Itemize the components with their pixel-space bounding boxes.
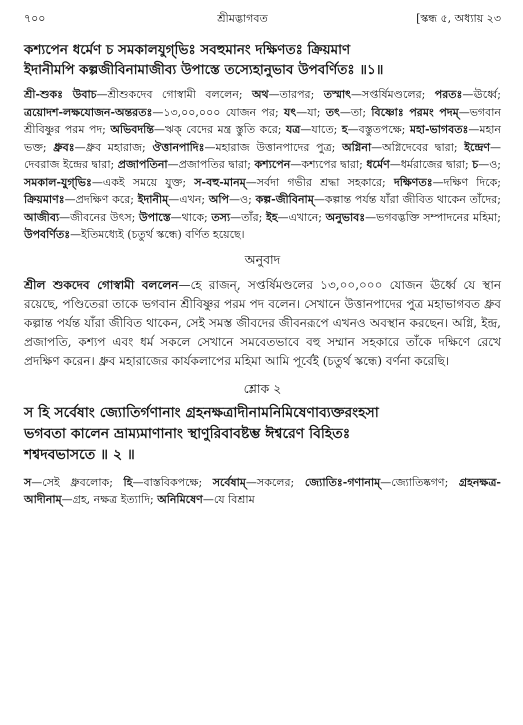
- wfw-meaning: —তারপর;: [268, 88, 324, 101]
- wfw-word: পরতঃ: [434, 88, 463, 101]
- wfw-word: অগ্নিনা: [342, 140, 372, 154]
- wfw-meaning: —থাকে;: [170, 210, 212, 224]
- wfw-word: তস্মাৎ: [323, 88, 352, 101]
- wfw-meaning: —যা;: [296, 105, 326, 119]
- verse-1-line-1: কশ্যপেন ধর্মেণ চ সমকালযুগ্‌ভিঃ সবহুমানং দক্ষিণতঃ ক্রিয়মাণ: [24, 42, 351, 58]
- wfw-word: অনুভাবঃ: [325, 210, 366, 224]
- wfw-meaning: —তাঁর;: [230, 210, 267, 224]
- sloka-title: শ্লোক ২: [243, 380, 282, 396]
- page-number: ৭০০: [24, 12, 46, 25]
- wfw-meaning: —ধর্মরাজের দ্বারা;: [389, 158, 473, 171]
- wfw-word: ইদানীম্: [137, 193, 169, 206]
- wfw-meaning: —মহারাজ উত্তানপাদের পুত্র;: [204, 140, 343, 154]
- wfw-meaning: —প্রজাপতির দ্বারা;: [167, 158, 255, 171]
- wfw-meaning: —সপ্তর্ষিমণ্ডলের;: [351, 88, 435, 101]
- wfw-meaning: —ভগবদ্ভক্তি সম্পাদনের মহিমা;: [365, 210, 501, 224]
- wfw-word: অথ: [251, 88, 269, 101]
- wfw-meaning: —সকলের;: [245, 475, 305, 489]
- wfw-word: বিষ্ণোঃ পরমং পদম্: [371, 105, 459, 119]
- wfw-meaning: —বস্তুতপক্ষে;: [347, 123, 410, 136]
- wfw-word: আজীব্য: [24, 210, 60, 224]
- wfw-meaning: —ইতিমধ্যেই (চতুর্থ স্কন্ধে) বর্ণিত হয়েছে।: [70, 228, 245, 241]
- wfw-word: তৎ: [325, 105, 340, 119]
- section-label: [স্কন্ধ ৫, অধ্যায় ২৩: [416, 12, 501, 25]
- wfw-word: ত্রয়োদশ-লক্ষযোজন-অন্তরতঃ: [24, 105, 153, 119]
- wfw-word: ইন্দ্রেণ: [464, 140, 490, 154]
- wfw-word: ঔত্তানপাদিঃ: [152, 140, 205, 154]
- wfw-meaning: —জ্যোতিষ্কগণ;: [380, 475, 459, 489]
- wfw-word: যৎ: [283, 105, 297, 119]
- translation: [24, 276, 501, 371]
- wfw-word: উপাস্তে: [139, 210, 171, 224]
- wfw-word: তস্য: [211, 210, 231, 224]
- wfw-word: স-বহু-মানম্: [194, 175, 246, 189]
- wfw-meaning: —সর্বদা গভীর শ্রদ্ধা সহকারে;: [245, 175, 394, 189]
- wfw-meaning: —কশ্যপের দ্বারা;: [290, 158, 367, 171]
- wfw-meaning: —কল্পান্ত পর্যন্ত যাঁরা জীবিত থাকেন তাঁদের;: [313, 193, 501, 206]
- verse-2-line-2: ভগবতা কালেন ভ্রাম্যমাণানাং স্থাণুরিবাবষ্টম্ভ ঈশ্বরেণ বিহিতঃ: [24, 425, 351, 442]
- page-header: [24, 10, 501, 34]
- verse-1-line-2: ইদানীমপি কল্পজীবিনামাজীব্য উপাস্তে তস্যেহানুভাব উপবর্ণিতঃ ॥১॥: [24, 62, 384, 78]
- wfw-word: মহা-ভাগবতঃ: [409, 123, 469, 136]
- wfw-word: কল্প-জীবিনাম্: [255, 193, 314, 206]
- wfw-meaning: —ও;: [229, 193, 256, 206]
- wfw-meaning: —শ্রীশুকদেব গোস্বামী বললেন;: [96, 88, 252, 101]
- wfw-word: অপি: [208, 193, 230, 206]
- wfw-word: ধর্মেণ: [366, 158, 390, 171]
- wfw-meaning: —দেবরাজ ইন্দ্রের দ্বারা;: [24, 140, 501, 171]
- wfw-meaning: —দক্ষিণ দিকে;: [432, 175, 502, 189]
- wfw-word: প্রজাপতিনা: [117, 158, 168, 171]
- wfw-meaning: —এখন;: [168, 193, 209, 206]
- translation-title: অনুবাদ: [244, 251, 281, 267]
- wfw-meaning: —মহান ভক্ত;: [24, 123, 502, 154]
- word-for-word-2: [24, 474, 501, 509]
- wfw-word: ক্রিয়মাণঃ: [24, 193, 65, 206]
- wfw-word: গ্রহনক্ষত্র-আদীনাম্: [24, 475, 501, 506]
- verse-2: [24, 403, 501, 466]
- book-title: শ্রীমদ্ভাগবত: [217, 12, 268, 25]
- wfw-meaning: —এখানে;: [277, 210, 326, 224]
- wfw-meaning: —১৩,০০,০০০ যোজন পর;: [152, 105, 284, 119]
- wfw-meaning: —একই সময়ে যুক্ত;: [91, 175, 195, 189]
- wfw-word: যত্র: [285, 123, 301, 136]
- wfw-meaning: —ঊর্ধ্বে;: [462, 88, 501, 101]
- wfw-meaning: —তা;: [339, 105, 372, 119]
- wfw-word: স: [24, 475, 32, 489]
- wfw-meaning: —বাস্তবিকপক্ষে;: [132, 475, 213, 489]
- wfw-meaning: —ও;: [478, 158, 502, 171]
- wfw-word: সমকাল-যুগ্‌ভিঃ: [24, 175, 92, 189]
- wfw-word: সর্বেষাম্: [212, 475, 246, 489]
- wfw-word: জ্যোতিঃ-গণানাম্: [304, 475, 381, 489]
- wfw-word: চ: [472, 158, 479, 171]
- wfw-word: দক্ষিণতঃ: [393, 175, 433, 189]
- wfw-meaning: —জীবনের উৎস;: [59, 210, 140, 224]
- wfw-meaning: —সেই ধ্রুবলোক;: [31, 475, 124, 489]
- verse-1: [24, 40, 501, 80]
- wfw-meaning: —ধ্রুব মহারাজ;: [74, 140, 153, 154]
- wfw-meaning: —প্রদক্ষিণ করে;: [64, 193, 138, 206]
- wfw-meaning: —অগ্নিদেবের দ্বারা;: [371, 140, 465, 154]
- wfw-word: উপবর্ণিতঃ: [24, 228, 71, 241]
- translation-lead: শ্রীল শুকদেব গোস্বামী বললেন: [24, 277, 179, 292]
- wfw-word: কশ্যপেন: [254, 158, 291, 171]
- wfw-meaning: —গ্রহ, নক্ষত্র ইত্যাদি;: [61, 493, 158, 506]
- wfw-word: ধ্রুবঃ: [53, 140, 75, 154]
- translation-body: —হে রাজন্, সপ্তর্ষিমণ্ডলের ১৩,০০,০০০ যোজন ঊর্ধ্বে যে স্থান রয়েছে, পণ্ডিতেরা তাকে ভগবান শ্রীবিষ্ণুর পরম পদ বলেন। সেখানে উত্তানপাদের পুত্র মহাভাগবত ধ্রুব কল্পান্ত পর্যন্ত যাঁরা জীবিত থাকেন, সেই সমস্ত জীবদের জীবনরূপে এখনও অবস্থান করছেন। অগ্নি, ইন্দ্র, প্রজাপতি, কশ্যপ এবং ধর্ম সকলে সেখানে সমবেতভাবে বহু সম্মান সহকারে তাঁকে দক্ষিণে রেখে প্রদক্ষিণ করেন। ধ্রুব মহারাজের কার্যকলাপের মহিমা আমি পূর্বেই (চতুর্থ স্কন্ধে) বর্ণনা করেছি।: [24, 277, 501, 368]
- word-for-word-1: [24, 86, 501, 244]
- wfw-word: ইহ: [266, 210, 278, 224]
- wfw-meaning: —ঋক্ বেদের মন্ত্র স্তুতি করে;: [153, 123, 286, 136]
- verse-2-line-3: শশ্বদবভাসতে ॥ ২ ॥: [24, 446, 135, 463]
- wfw-meaning: —ভগবান শ্রীবিষ্ণুর পরম পদ;: [24, 105, 502, 136]
- verse-2-line-1: স হি সর্বেষাং জ্যোতির্গণানাং গ্রহনক্ষত্রাদীনামনিমিষেণাব্যক্তরংহসা: [24, 404, 379, 421]
- wfw-word: অনিমিষেণ: [157, 493, 203, 506]
- wfw-word: হি: [123, 475, 133, 489]
- wfw-meaning: —যে বিশ্রাম: [202, 493, 255, 506]
- wfw-word: হ: [341, 123, 348, 136]
- wfw-word: অভিবদন্তি: [110, 123, 154, 136]
- wfw-word: শ্রী-শুকঃ উবাচ: [24, 88, 97, 101]
- wfw-meaning: —যাতে;: [300, 123, 342, 136]
